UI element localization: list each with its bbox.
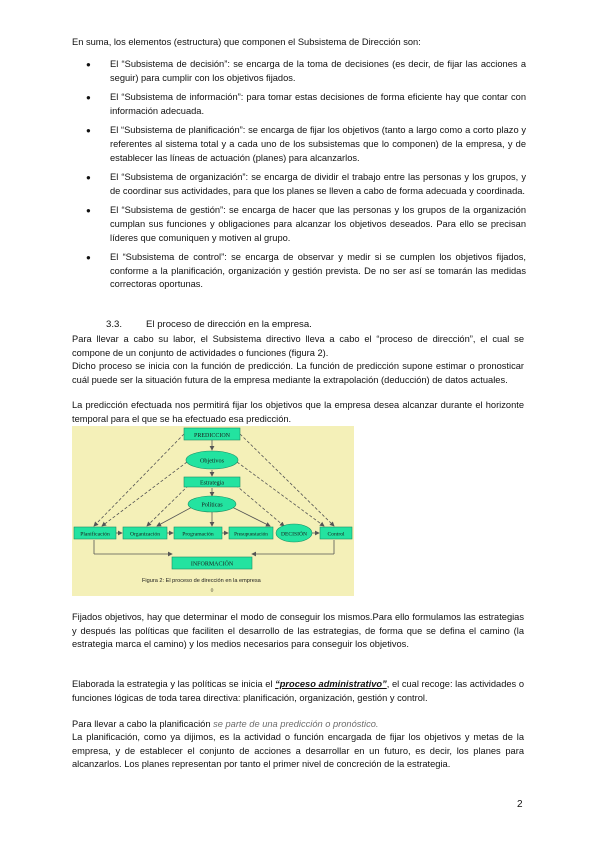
list-item bbox=[86, 58, 526, 85]
section-heading bbox=[106, 318, 312, 332]
direction-process-diagram bbox=[72, 426, 354, 596]
programming-label: Programación bbox=[182, 531, 214, 538]
list-item-title: El “Subsistema de información” bbox=[110, 92, 241, 103]
paragraph-planning: La planificación, como ya dijimos, es la actividad o función encargada de fijar los objetivos y metas de la empresa, y de establecer el conjunto de acciones a desarrollar en un futuro, es decir, los planes para alcanzarlos. Los planes representan por tanto el primer nivel de concreción de la estrategia. bbox=[72, 732, 524, 770]
list-item bbox=[86, 91, 526, 118]
list-item-title: El “Subsistema de control” bbox=[110, 252, 225, 263]
policies-label: Políticas bbox=[201, 501, 223, 509]
bullet-icon: ● bbox=[86, 60, 91, 69]
bullet-icon: ● bbox=[86, 206, 91, 216]
caption-mark: ◊ bbox=[210, 588, 214, 594]
information-label: INFORMACIÓN bbox=[190, 561, 234, 568]
list-item-text: : se encarga de dividir el trabajo entre las personas y los grupos, y de coordinar sus actividades, para que los planes se lleven a cabo de forma adecuada y coordinada. bbox=[110, 172, 527, 196]
planning-intro-before: Para llevar a cabo la planificación bbox=[72, 719, 214, 729]
bullet-icon: ● bbox=[86, 253, 91, 263]
section-number: 3.3. bbox=[106, 319, 123, 330]
control-label: Control bbox=[327, 531, 345, 538]
prediction-label: PREDICCION bbox=[193, 433, 231, 439]
budgeting-label: Presupuestación bbox=[234, 531, 268, 538]
list-item-title: El “Subsistema de decisión” bbox=[110, 59, 228, 69]
section-title: El proceso de dirección en la empresa. bbox=[146, 319, 312, 330]
planning-intro-emph: se parte de una predicción o pronóstico. bbox=[213, 719, 379, 729]
list-item bbox=[86, 171, 526, 198]
list-item-text: : se encarga de observar y medir si se cumplen los objetivos fijados, conforme a la planificación, organización y gestión prevista. De no ser así se tomarán las medidas correctoras oportunas. bbox=[110, 252, 526, 290]
planning-label: Planificación bbox=[80, 531, 110, 538]
bullet-icon: ● bbox=[86, 126, 91, 136]
list-item-text: : se encarga de hacer que las personas y los grupos de la organización cumplan sus funciones y obligaciones para alcanzar los objetivos deseados. Para ello se precisan líderes que comuniquen y motiven al grupo. bbox=[110, 205, 526, 243]
paragraph-strategy: Fijados objetivos, hay que determinar el modo de conseguir los mismos.Para ello formulamos las estrategias y después las políticas que faciliten el desarrollo de las estrategias, de forma que se defina el camino (la estrategia marca el camino) y los medios necesarios para conseguir los objetivos. bbox=[72, 612, 524, 650]
list-item bbox=[86, 204, 526, 245]
list-item-text: : se encarga de fijar los objetivos (tanto a largo como a corto plazo y referentes al sistema total y a cada uno de los subsistemas que lo componen) de la empresa, y de establecer las líneas de actuación (planes) para alcanzarlos. bbox=[110, 125, 526, 163]
admin-process-term: “proceso administrativo” bbox=[275, 679, 387, 689]
paragraph-objectives: La predicción efectuada nos permitirá fijar los objetivos que la empresa desea alcanzar durante el horizonte temporal para el que se ha efectuado esa predicción. bbox=[72, 400, 524, 424]
figure-caption: Figura 2: El proceso de dirección en la empresa bbox=[142, 578, 261, 584]
admin-process-after: , el cual recoge: las actividades o funciones lógicas de toda tarea directiva: planificación, organización, gestión y control. bbox=[72, 679, 525, 703]
subsystems-list bbox=[86, 58, 526, 298]
organization-label: Organización bbox=[129, 531, 161, 538]
strategy-label: Estrategia bbox=[200, 480, 224, 487]
list-item bbox=[86, 124, 526, 165]
list-item-title: El “Subsistema de gestión” bbox=[110, 205, 224, 216]
paragraph-planning-intro bbox=[72, 718, 524, 732]
list-item-text: : se encarga de la toma de decisiones (es decir, de fijar las acciones a seguir) para cumplir con los objetivos fijados. bbox=[110, 59, 526, 83]
decision-label: DECISIÓN bbox=[280, 531, 308, 538]
list-item-text: : para tomar estas decisiones de forma eficiente hay que contar con información adecuada. bbox=[110, 92, 526, 116]
paragraph-prediction: Dicho proceso se inicia con la función de predicción. La función de predicción supone estimar o pronosticar cuál puede ser la situación futura de la empresa mediante la extrapolación (deducción) de datos actuales. bbox=[72, 361, 524, 385]
bullet-icon: ● bbox=[86, 173, 91, 183]
list-item bbox=[86, 251, 526, 292]
objectives-label: Objetivos bbox=[199, 457, 225, 465]
list-item-title: El “Subsistema de planificación” bbox=[110, 125, 243, 136]
admin-process-before: Elaborada la estrategia y las políticas se inicia el bbox=[72, 679, 276, 689]
intro-paragraph: En suma, los elementos (estructura) que componen el Subsistema de Dirección son: bbox=[72, 37, 421, 47]
page-number: 2 bbox=[517, 799, 523, 810]
paragraph-admin-process bbox=[72, 678, 524, 705]
bullet-icon: ● bbox=[86, 93, 91, 103]
list-item-title: El “Subsistema de organización” bbox=[110, 172, 246, 183]
paragraph-process: Para llevar a cabo su labor, el Subsistema directivo lleva a cabo el “proceso de dirección”, el cual se compone de un conjunto de actividades o funciones (figura 2). bbox=[72, 334, 524, 358]
